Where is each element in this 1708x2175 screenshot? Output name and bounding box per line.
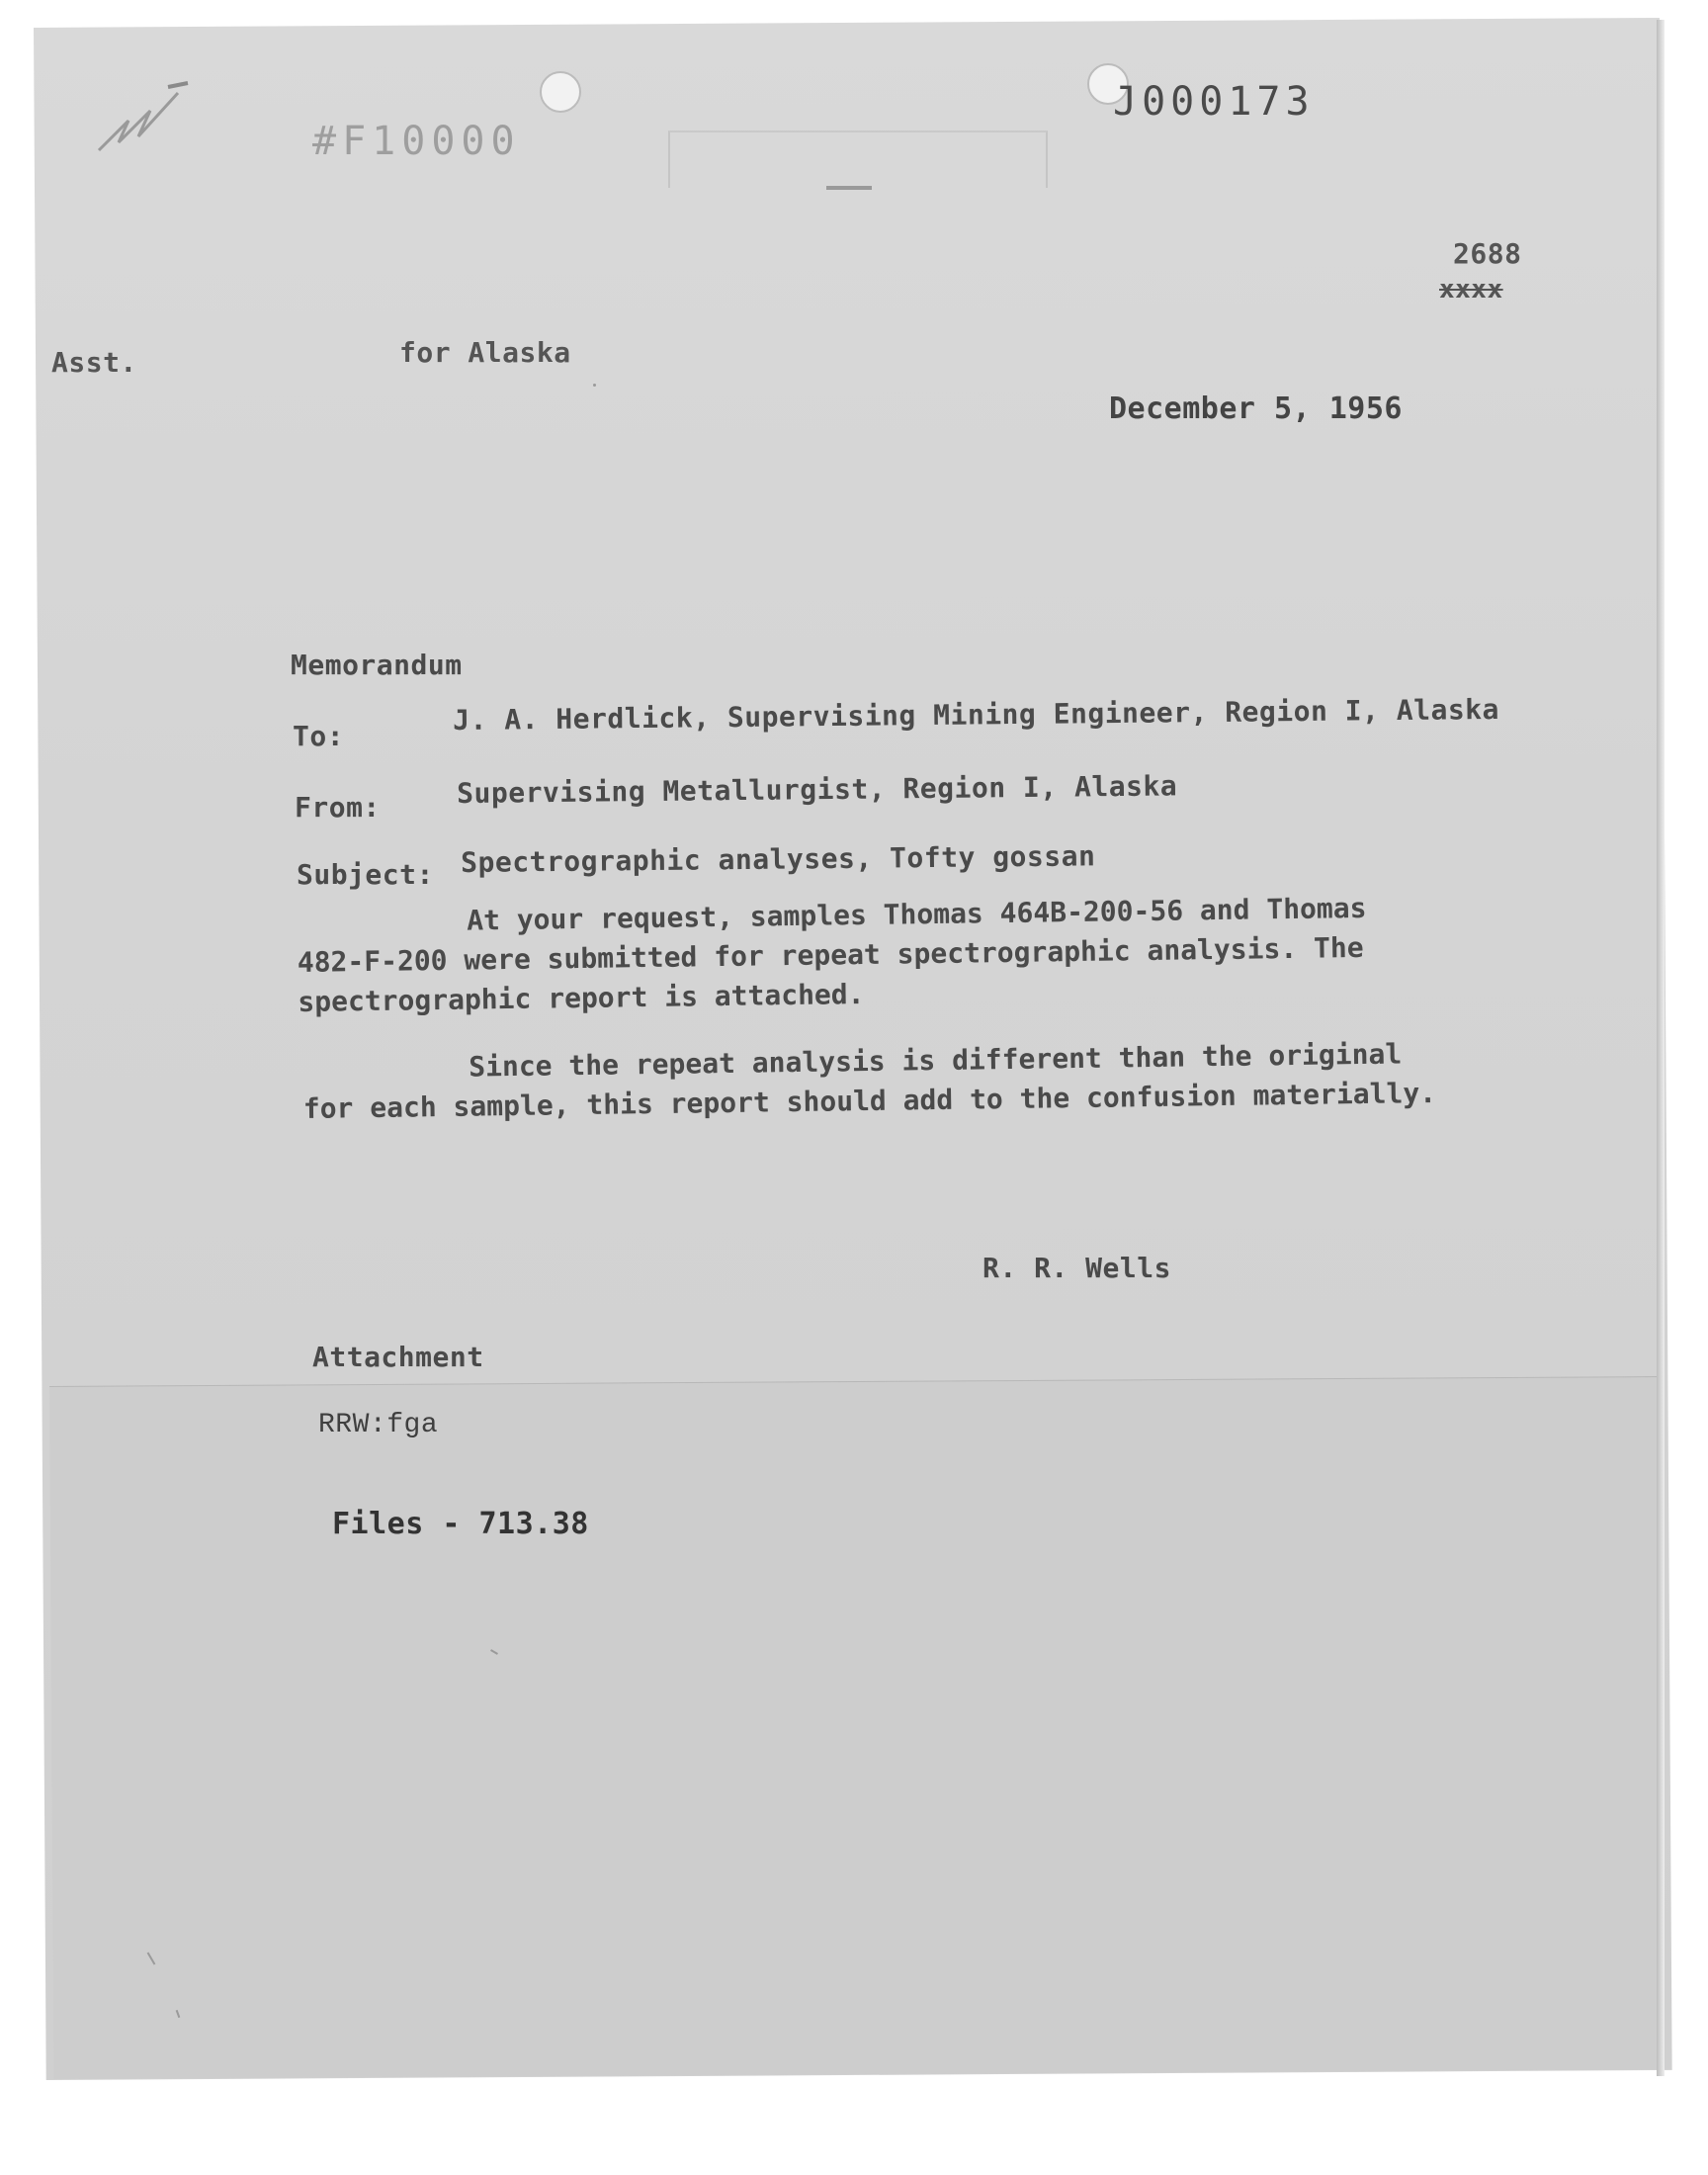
subject-label: Subject:	[297, 858, 434, 891]
file-number-strikeout: xxxx	[1439, 275, 1503, 304]
from-value: Supervising Metallurgist, Region I, Alaska	[457, 769, 1178, 810]
subject-value: Spectrographic analyses, Tofty gossan	[461, 839, 1096, 879]
file-number: 2688	[1453, 237, 1522, 270]
faded-stamp-box	[668, 130, 1048, 188]
dash-mark	[826, 186, 872, 190]
paragraph-line: spectrographic report is attached.	[298, 977, 865, 1018]
pencil-mark-icon	[89, 81, 198, 160]
scan-speck	[593, 384, 596, 387]
body-paragraph-2	[302, 1034, 1436, 1129]
from-label: From:	[295, 791, 381, 824]
asst-label: Asst.	[51, 346, 137, 379]
paragraph-line: 482-F-200 were submitted for repeat spectrographic analysis. The	[297, 930, 1364, 979]
typist-initials: RRW:fga	[318, 1410, 439, 1440]
to-label: To:	[293, 720, 345, 752]
body-paragraph-1	[297, 889, 1368, 1022]
memo-title: Memorandum	[291, 649, 463, 681]
memo-date: December 5, 1956	[1109, 392, 1403, 426]
paragraph-line: Since the repeat analysis is different than the original	[469, 1037, 1403, 1084]
signature: R. R. Wells	[982, 1252, 1171, 1284]
scanned-page-lower-sheet	[49, 1376, 1664, 2079]
paragraph-line: for each sample, this report should add to the confusion materially.	[302, 1076, 1437, 1125]
punch-hole-left	[540, 71, 581, 113]
document-code: #F10000	[312, 119, 521, 164]
for-alaska-label: for Alaska	[399, 336, 571, 369]
files-reference: Files - 713.38	[332, 1507, 589, 1541]
to-value: J. A. Herdlick, Supervising Mining Engineer, Region I, Alaska	[453, 692, 1500, 737]
attachment-label: Attachment	[312, 1341, 484, 1373]
document-number: J000173	[1113, 79, 1315, 125]
paragraph-line: At your request, samples Thomas 464B-200-56 and Thomas	[467, 891, 1367, 937]
page-edge-shadow	[1657, 20, 1665, 2076]
